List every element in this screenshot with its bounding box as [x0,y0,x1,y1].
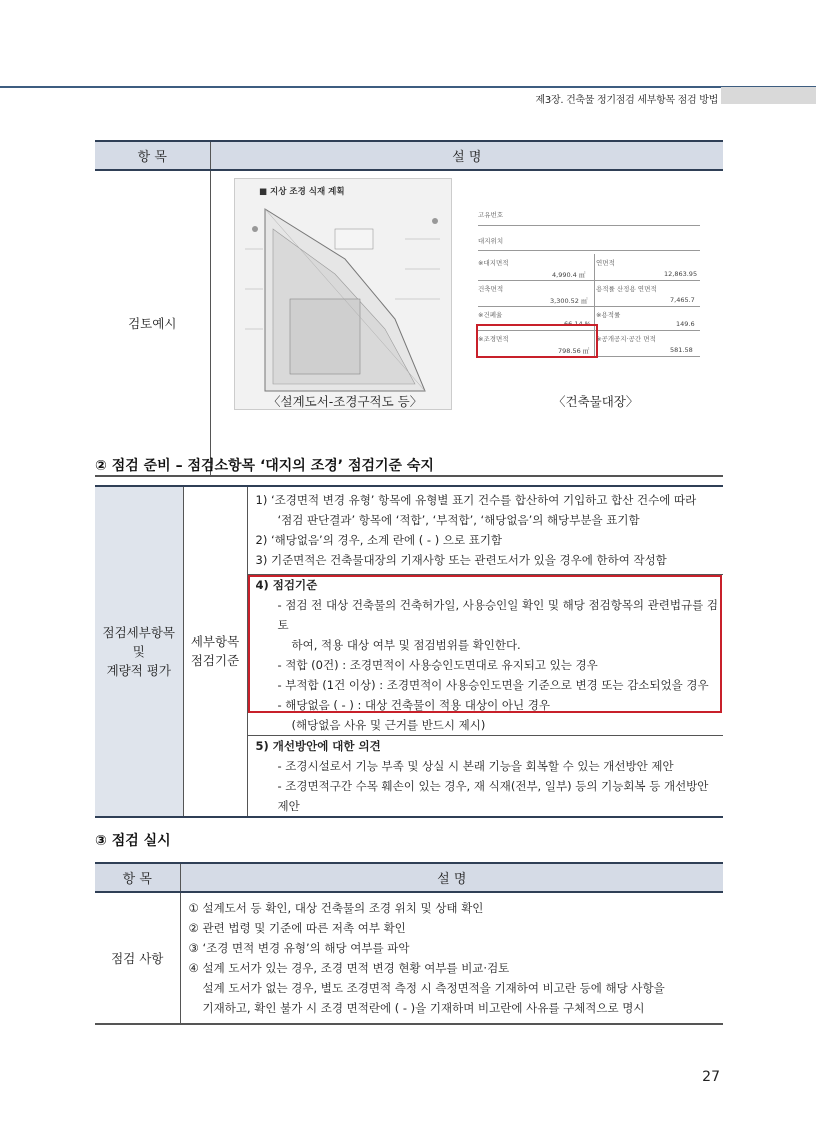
chapter-title: 제3장. 건축물 정기점검 세부항목 점검 방법 [535,95,718,106]
ledger-far-area-label: 용적률 산정용 연면적 [596,285,657,293]
criteria-block1: 1) ‘조경면적 변경 유형’ 항목에 유형별 표기 건수를 합산하여 기입하고 합산 건수에 따라 ‘점검 판단결과’ 항목에 ‘적합’, ‘부적합’, ‘해당없음’의 해당부분을 표기함 2) ‘해당없음’의 경우, 소계 란에 ( - ) 으로 표기함 3) 기준면적은 건축물대장의 기재사항 또는 관련도서가 있을 경우에 한하여 작성함 [247,486,723,574]
header-rule [0,86,816,88]
criteria-col2: 세부항목 점검기준 [183,486,247,817]
inspection-content: ① 설계도서 등 확인, 대상 건축물의 조경 위치 및 상태 확인 ② 관련 법령 및 기준에 따른 저촉 여부 확인 ③ ‘조경 면적 변경 유형’의 해당 여부를 파악 ④ 설계 도서가 있는 경우, 조경 면적 변경 현황 여부를 비교·검토 설계 도서가 없는 경우, 별도 조경면적 측정 시 측정면적을 기재하여 비고란 등에 해당 사항을 기재하고, 확인 불가 시 조경 면적란에 ( - )을 기재하며 비고란에 사유를 구체적으로 명시 [180,892,723,1024]
ledger-landscape-label: ※조경면적 [478,335,509,343]
ledger-coverage-label: ※건폐율 [478,311,503,319]
inspection-table [95,862,723,1025]
row-label-example: 검토예시 [95,170,210,476]
plan-title: ■ 지상 조경 식재 계획 [259,187,345,197]
page-number: 27 [702,1069,720,1085]
row-label-inspection: 점검 사항 [95,892,180,1024]
section3-title: ③ 점검 실시 [95,833,171,849]
landscape-plan-drawing [234,178,452,410]
ledger-building-area-value: 3,300.52 ㎡ [550,297,588,305]
ledger-coverage-value: 66.14 % [564,320,591,328]
ledger-far-value: 149.6 [676,320,695,328]
plan-sketch [235,179,452,410]
ledger-far-area-value: 7,465.7 [670,296,695,304]
ledger-public-label: ※공개공지·공간 면적 [596,335,656,343]
ledger-location: 대지위치 [478,237,504,245]
criteria-block2: 4) 점검기준 - 점검 전 대상 건축물의 건축허가일, 사용승인일 확인 및 해당 점검항목의 관련법규를 검토 하여, 적용 대상 여부 및 점검범위를 확인한다. - 적합 (0건) : 조경면적이 사용승인도면대로 유지되고 있는 경우 - 부적합 (1건 이상) : 조경면적이 사용승인도면을 기준으로 변경 또는 감소되었을 경우 - 해당없음 ( - ) : 대상 건축물이 적용 대상이 아닌 경우 (해당없음 사유 및 근거를 반드시 제시) [247,574,723,735]
caption-drawing: 〈설계도서-조경구적도 등〉 [268,394,423,409]
caption-ledger: 〈건축물대장〉 [553,394,639,409]
section2-title: ② 점검 준비 – 점검소항목 ‘대지의 조경’ 점검기준 숙지 [95,458,434,474]
ledger-far-label: ※용적률 [596,311,621,319]
ledger-unique-no: 고유번호 [478,211,504,219]
ledger-site-area-value: 4,990.4 ㎡ [552,271,586,279]
ledger-site-area-label: ※대지면적 [478,259,509,267]
header-desc-3: 설 명 [180,863,723,892]
criteria-block3: 5) 개선방안에 대한 의견 - 조경시설로서 기능 부족 및 상실 시 본래 기능을 회복할 수 있는 개선방안 제안 - 조경면적구간 수목 훼손이 있는 경우, 재 식재(전부, 일부) 등의 기능회복 등 개선방안 제안 [255,738,709,813]
header-item-3: 항 목 [95,863,180,892]
ledger-building-area-label: 건축면적 [478,285,504,293]
ledger-landscape-value: 798.56 ㎡ [558,347,590,355]
header-item: 항 목 [95,141,210,170]
criteria-col1: 점검세부항목 및 계량적 평가 [95,486,183,817]
header-desc: 설 명 [210,141,723,170]
ledger-floor-area-value: 12,863.95 [664,270,698,278]
criteria-highlight [248,575,722,713]
header-bar [721,87,816,104]
ledger-floor-area-label: 연면적 [596,259,615,267]
landscape-area-highlight [476,324,598,358]
ledger-public-value: 581.58 [670,346,693,354]
